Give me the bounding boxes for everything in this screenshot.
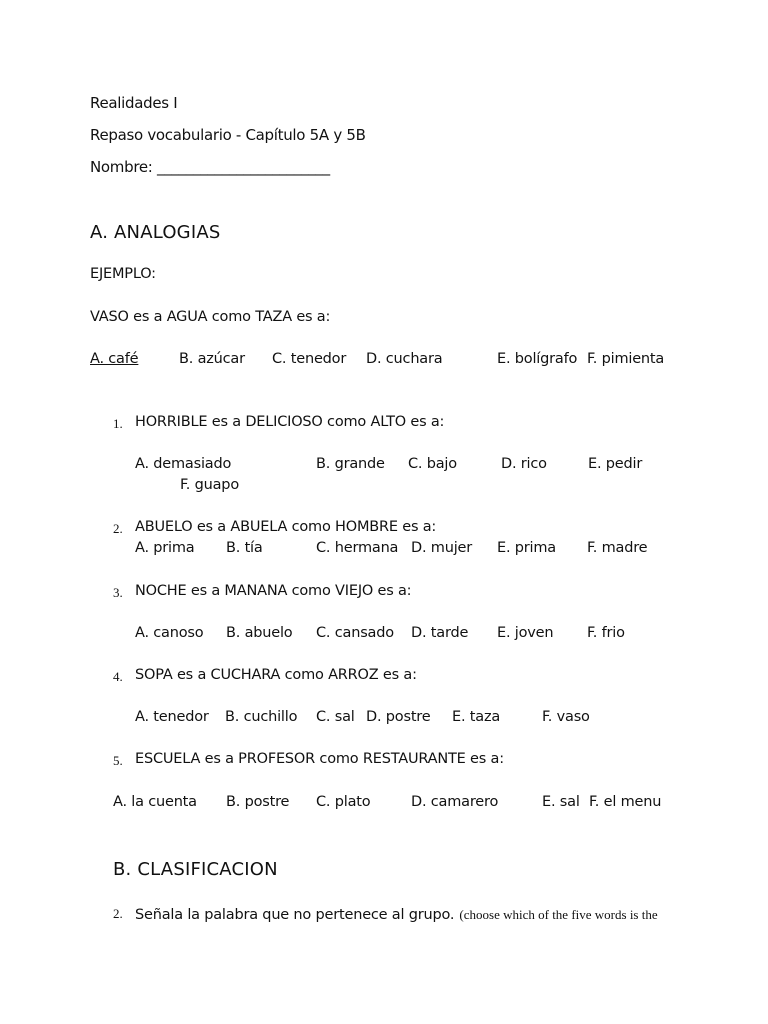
- question-option: F. madre: [587, 540, 648, 556]
- question-option: E. sal: [542, 794, 580, 810]
- question-option: A. canoso: [135, 625, 204, 641]
- question-option: E. prima: [497, 540, 556, 556]
- question-prompt: HORRIBLE es a DELICIOSO como ALTO es a:: [135, 414, 445, 430]
- question-option: D. postre: [366, 709, 431, 725]
- section-b-note: (choose which of the five words is the: [459, 907, 658, 922]
- question-option: C. bajo: [408, 456, 457, 472]
- question-number: 4.: [113, 669, 123, 684]
- question-option: C. sal: [316, 709, 355, 725]
- section-a-title: A. ANALOGIAS: [90, 222, 221, 243]
- question-prompt: SOPA es a CUCHARA como ARROZ es a:: [135, 667, 417, 683]
- course-title: Realidades I: [90, 94, 178, 112]
- section-b-instruction: Señala la palabra que no pertenece al grupo.: [135, 907, 455, 923]
- question-option: D. camarero: [411, 794, 499, 810]
- question-option: F. frio: [587, 625, 625, 641]
- section-b-title: B. CLASIFICACION: [113, 859, 278, 880]
- example-option-b: B. azúcar: [179, 351, 245, 367]
- question-option: A. tenedor: [135, 709, 209, 725]
- question-option: E. joven: [497, 625, 554, 641]
- question-option: A. la cuenta: [113, 794, 197, 810]
- question-option: B. tía: [226, 540, 263, 556]
- question-option: F. vaso: [542, 709, 590, 725]
- question-option: C. hermana: [316, 540, 399, 556]
- question-prompt: NOCHE es a MANANA como VIEJO es a:: [135, 583, 412, 599]
- question-number: 5.: [113, 753, 123, 768]
- question-number: 1.: [113, 416, 123, 431]
- question-prompt: ESCUELA es a PROFESOR como RESTAURANTE es a:: [135, 751, 504, 767]
- section-b-item-number: 2.: [113, 906, 123, 921]
- question-option: D. tarde: [411, 625, 469, 641]
- question-option: E. pedir: [588, 456, 643, 472]
- question-number: 3.: [113, 585, 123, 600]
- example-label: EJEMPLO:: [90, 266, 156, 282]
- question-option: A. demasiado: [135, 456, 232, 472]
- question-option: C. plato: [316, 794, 371, 810]
- question-option: F. el menu: [589, 794, 662, 810]
- question-number: 2.: [113, 521, 123, 536]
- example-option-f: F. pimienta: [587, 351, 665, 367]
- section-b-instruction-line: [135, 904, 658, 923]
- question-prompt: ABUELO es a ABUELA como HOMBRE es a:: [135, 519, 437, 535]
- question-option: B. abuelo: [226, 625, 293, 641]
- worksheet-subtitle: Repaso vocabulario - Capítulo 5A y 5B: [90, 126, 366, 144]
- question-option: B. grande: [316, 456, 385, 472]
- question-option: C. cansado: [316, 625, 394, 641]
- question-option: B. postre: [226, 794, 290, 810]
- example-prompt: VASO es a AGUA como TAZA es a:: [90, 309, 331, 325]
- question-option: A. prima: [135, 540, 195, 556]
- name-field-label: Nombre: ________________________: [90, 158, 330, 176]
- example-option-d: D. cuchara: [366, 351, 443, 367]
- question-option: D. rico: [501, 456, 547, 472]
- question-option: E. taza: [452, 709, 501, 725]
- question-option: D. mujer: [411, 540, 473, 556]
- example-option-e: E. bolígrafo: [497, 351, 578, 367]
- question-option: F. guapo: [180, 477, 239, 493]
- question-option: B. cuchillo: [225, 709, 298, 725]
- example-option-c: C. tenedor: [272, 351, 347, 367]
- example-option-a: A. café: [90, 351, 139, 367]
